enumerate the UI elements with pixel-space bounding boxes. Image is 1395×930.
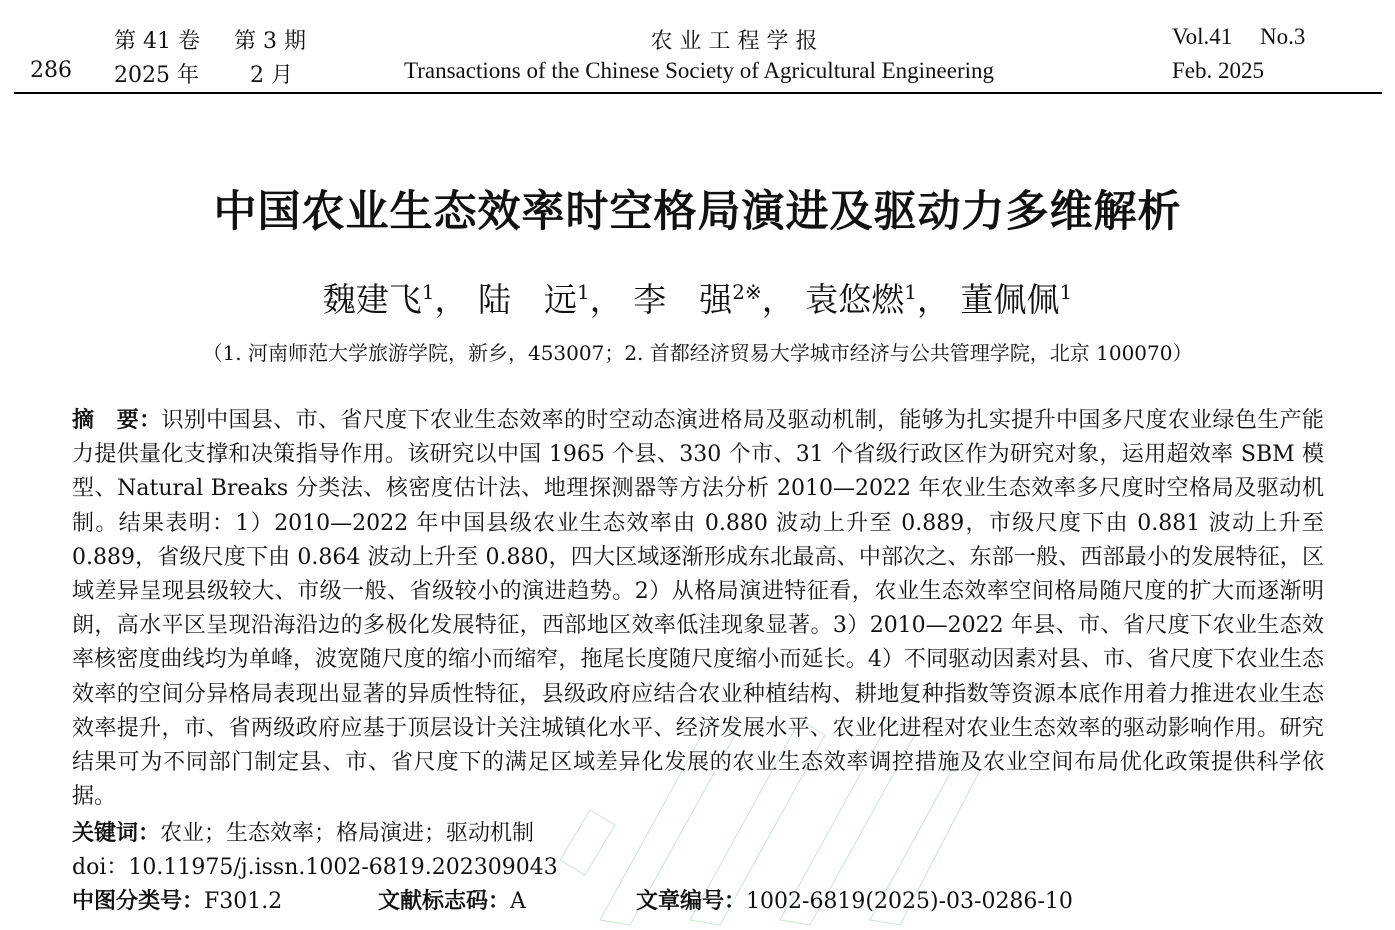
doc-code-value: A [510, 889, 526, 914]
doi-label: doi： [72, 855, 129, 880]
doi [72, 850, 558, 881]
article-number-label: 文章编号： [636, 889, 747, 914]
keywords-text: 农业；生态效率；格局演进；驱动机制 [160, 821, 535, 846]
author: 袁悠燃$^1$， [805, 280, 950, 319]
issue-en: No.3 [1260, 24, 1306, 49]
article-number-value: 1002-6819(2025)-03-0286-10 [746, 889, 1073, 914]
page-number: 286 [30, 58, 72, 83]
classification-line [72, 884, 282, 915]
month-label: 2 月 [250, 63, 293, 88]
clc-label: 中图分类号： [72, 889, 205, 914]
volume-en: Vol.41 [1172, 24, 1233, 49]
abstract [72, 404, 1324, 814]
abstract-label: 摘 要： [72, 408, 162, 433]
doi-value[interactable]: 10.11975/j.issn.1002-6819.202309043 [128, 855, 558, 880]
journal-title-en: Transactions of the Chinese Society of Agricultural Engineering [404, 58, 995, 83]
doc-code [378, 884, 526, 915]
header-rule [14, 92, 1382, 94]
author: 李 强$^{2※}$， [633, 280, 795, 319]
keywords [72, 816, 534, 847]
journal-title-cn: 农 业 工 程 学 报 [650, 29, 818, 54]
doc-code-label: 文献标志码： [378, 889, 511, 914]
affiliation: （1. 河南师范大学旅游学院，新乡，453007；2. 首都经济贸易大学城市经济与公共管理学院，北京 100070） [202, 341, 1193, 365]
author-list [0, 274, 1395, 321]
author: 魏建飞$^1$， [322, 280, 468, 319]
clc-value: F301.2 [204, 889, 283, 914]
issue-label: 第 3 期 [234, 29, 306, 54]
keywords-label: 关键词： [72, 821, 161, 846]
author: 陆 远$^1$， [478, 280, 623, 319]
article-number [636, 884, 1073, 915]
paper-title: 中国农业生态效率时空格局演进及驱动力多维解析 [213, 187, 1182, 237]
date-en: Feb. 2025 [1172, 58, 1264, 83]
author: 董佩佩$^1$ [960, 280, 1073, 319]
abstract-text: 识别中国县、市、省尺度下农业生态效率的时空动态演进格局及驱动机制，能够为扎实提升中国多尺度农业绿色生产能力提供量化支撑和决策指导作用。该研究以中国 1965 个县、330 个市、31 个省级行政区作为研究对象，运用超效率 SBM 模型、Natural Breaks 分类法、核密度估计法、地理探测器等方法分析 2010—2022 年农业生态效率多尺度时空格局及驱动机制。结果表明：1）2010—2022 年中国县级农业生态效率由 0.880 波动上升至 0.889，市级尺度下由 0.881 波动上升至 0.889，省级尺度下由 0.864 波动上升至 0.880，四大区域逐渐形成东北最高、中部次之、东部一般、西部最小的发展特征，区域差异呈现县级较大、市级一般、省级较小的演进趋势。2）从格局演进特征看，农业生态效率空间格局随尺度的扩大而逐渐明朗，高水平区呈现沿海沿边的多极化发展特征，西部地区效率低洼现象显著。3）2010—2022 年县、市、省尺度下农业生态效率核密度曲线均为单峰，波宽随尺度的缩小而缩窄，拖尾长度随尺度缩小而延长。4）不同驱动因素对县、市、省尺度下农业生态效率的空间分异格局表现出显著的异质性特征，县级政府应结合农业种植结构、耕地复种指数等资源本底作用着力推进农业生态效率提升，市、省两级政府应基于顶层设计关注城镇化水平、经济发展水平、农业化进程对农业生态效率的驱动影响作用。研究结果可为不同部门制定县、市、省尺度下的满足区域差异化发展的农业生态效率调控措施及农业空间布局优化政策提供科学依据。 [72, 408, 1324, 810]
volume-label: 第 41 卷 [114, 29, 200, 54]
year-label: 2025 年 [114, 63, 199, 88]
